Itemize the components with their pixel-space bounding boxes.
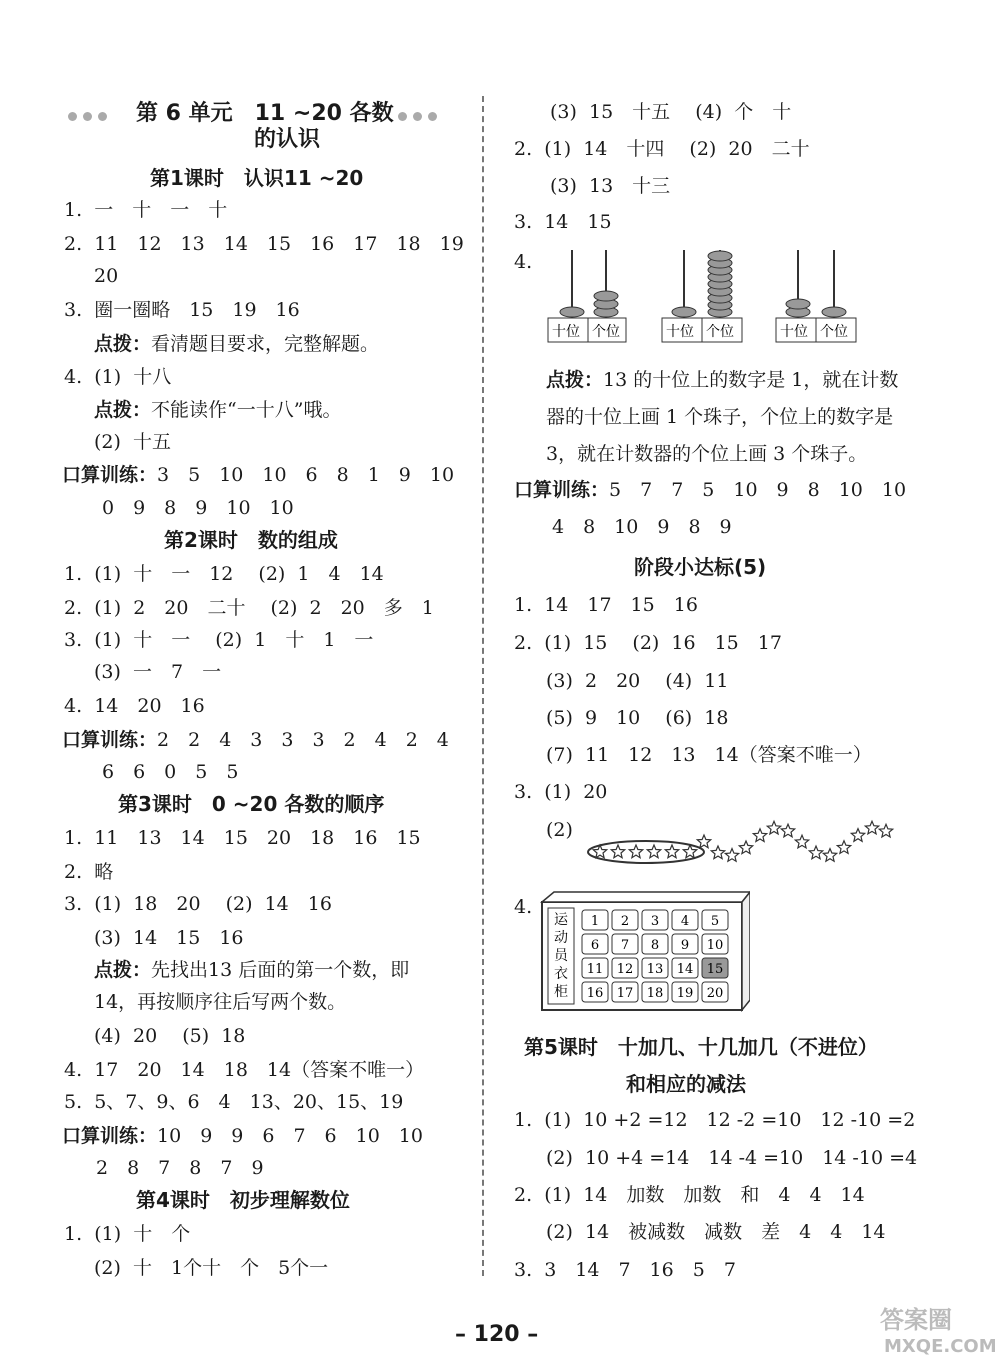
right-line-4: 4. (514, 251, 533, 273)
right-line-2: (3) 13 十三 (550, 175, 671, 197)
svg-text:十位: 十位 (666, 324, 694, 340)
right-line-15: (7) 11 12 13 14（答案不唯一） (546, 744, 872, 766)
locker-number-7: 7 (620, 938, 630, 953)
star-13 (781, 824, 794, 837)
star-10 (739, 841, 752, 854)
star-8 (711, 846, 724, 859)
locker-number-6: 6 (590, 938, 600, 953)
left-line-23: (3) 14 15 16 (94, 927, 244, 949)
abacus-tens-label: 十位 (552, 324, 580, 340)
left-line-18: 6 6 0 5 5 (102, 761, 239, 783)
right-line-19: 第5课时 十加几、十几加几（不进位） (524, 1035, 878, 1059)
locker-number-1: 1 (590, 914, 600, 929)
locker-number-20: 20 (706, 986, 724, 1001)
right-line-21: 1. (1) 10 +2 =12 12 -2 =10 12 -10 =2 (514, 1109, 916, 1131)
unit-title-line2: 的认识 (254, 127, 321, 152)
left-line-7: 点拨：不能读作“一十八”哦。 (94, 399, 342, 421)
right-line-5: 点拨：13 的十位上的数字是 1，就在计数 (546, 369, 899, 391)
right-line-8: 口算训练：5 7 7 5 10 9 8 10 10 (514, 479, 907, 501)
locker-number-17: 17 (616, 986, 634, 1001)
left-line-30: 2 8 7 8 7 9 (96, 1157, 264, 1179)
locker-figure (540, 890, 750, 1015)
right-line-7: 3，就在计数器的个位上画 3 个珠子。 (546, 443, 868, 465)
left-line-32: 1. (1) 十 个 (64, 1223, 191, 1245)
right-line-22: (2) 10 +4 =14 14 -4 =10 14 -10 =4 (546, 1147, 918, 1169)
star-17 (837, 841, 850, 854)
left-line-5: 点拨：看清题目要求，完整解题。 (94, 333, 380, 355)
locker-number-4: 4 (680, 914, 690, 929)
left-line-10: 0 9 8 9 10 10 (102, 497, 294, 519)
left-line-4: 3. 圈一圈略 15 19 16 (64, 299, 300, 321)
abacus-13 (548, 250, 626, 342)
star-12 (767, 821, 780, 834)
abacus-ones-label: 个位 (592, 324, 620, 340)
left-line-16: 4. 14 20 16 (64, 695, 205, 717)
left-line-6: 4. (1) 十八 (64, 366, 172, 388)
right-line-20: 和相应的减法 (626, 1072, 746, 1096)
star-2 (611, 845, 624, 858)
locker-number-3: 3 (650, 914, 660, 929)
star-18 (851, 829, 864, 842)
locker-number-16: 16 (586, 986, 604, 1001)
star-11 (753, 829, 766, 842)
right-line-10: 阶段小达标(5) (634, 555, 767, 579)
right-line-3: 3. 14 15 (514, 211, 612, 233)
svg-text:个位: 个位 (820, 324, 848, 340)
star-chain-figure (586, 812, 906, 882)
right-line-6: 器的十位上画 1 个珠子，个位上的数字是 (546, 406, 894, 428)
watermark-url: MXQE.COM (884, 1336, 997, 1357)
decorative-dots-left (68, 112, 107, 121)
left-line-33: (2) 十 1个十 个 5个一 (94, 1257, 329, 1279)
decorative-dots-right (398, 112, 437, 121)
locker-number-5: 5 (710, 914, 720, 929)
left-line-14: 3. (1) 十 一 (2) 1 十 1 一 (64, 629, 374, 651)
locker-number-10: 10 (706, 938, 724, 953)
locker-number-2: 2 (620, 914, 630, 929)
left-line-28: 5. 5、7、9、6 4 13、20、15、19 (64, 1091, 404, 1113)
right-line-18: 4. (514, 896, 533, 918)
locker-number-12: 12 (616, 962, 634, 977)
left-line-27: 4. 17 20 14 18 14（答案不唯一） (64, 1059, 425, 1081)
watermark-logo: 答案圈 (880, 1306, 952, 1334)
locker-number-11: 11 (586, 962, 604, 977)
right-line-12: 2. (1) 15 (2) 16 15 17 (514, 632, 782, 654)
left-line-31: 第4课时 初步理解数位 (136, 1188, 350, 1212)
star-16 (823, 849, 836, 862)
left-line-15: (3) 一 7 一 (94, 661, 222, 683)
column-divider (482, 96, 485, 1276)
svg-text:个位: 个位 (706, 324, 734, 340)
right-line-24: (2) 14 被减数 减数 差 4 4 14 (546, 1221, 886, 1243)
right-line-16: 3. (1) 20 (514, 781, 608, 803)
star-20 (879, 824, 892, 837)
left-line-11: 第2课时 数的组成 (164, 528, 338, 552)
left-line-19: 第3课时 0 ~20 各数的顺序 (118, 792, 385, 816)
abacus-figures (540, 240, 920, 350)
page-number: – 120 – (455, 1322, 539, 1347)
locker-number-15: 15 (706, 962, 724, 977)
left-line-20: 1. 11 13 14 15 20 18 16 15 (64, 827, 421, 849)
star-19 (865, 821, 878, 834)
svg-text:十位: 十位 (780, 324, 808, 340)
left-line-24: 点拨：先找出13 后面的第一个数，即 (94, 959, 410, 981)
left-line-12: 1. (1) 十 一 12 (2) 1 4 14 (64, 563, 384, 585)
right-line-25: 3. 3 14 7 16 5 7 (514, 1259, 736, 1281)
left-line-22: 3. (1) 18 20 (2) 14 16 (64, 893, 332, 915)
left-line-25: 14，再按顺序往后写两个数。 (94, 991, 347, 1013)
locker-number-18: 18 (646, 986, 664, 1001)
left-line-0: 第1课时 认识11 ~20 (150, 166, 364, 190)
abacus-19 (662, 250, 742, 342)
right-line-11: 1. 14 17 15 16 (514, 594, 698, 616)
left-line-8: (2) 十五 (94, 431, 171, 453)
locker-number-8: 8 (650, 938, 660, 953)
star-9 (725, 849, 738, 862)
star-14 (795, 835, 808, 848)
right-line-17: (2) (546, 819, 573, 841)
left-line-21: 2. 略 (64, 861, 114, 883)
left-line-13: 2. (1) 2 20 二十 (2) 2 20 多 1 (64, 597, 434, 619)
left-line-29: 口算训练：10 9 9 6 7 6 10 10 (62, 1125, 423, 1147)
star-7 (697, 835, 710, 848)
left-line-9: 口算训练：3 5 10 10 6 8 1 9 10 (62, 464, 455, 486)
locker-number-9: 9 (680, 938, 690, 953)
star-15 (809, 846, 822, 859)
star-5 (665, 845, 678, 858)
locker-number-19: 19 (676, 986, 694, 1001)
right-line-23: 2. (1) 14 加数 加数 和 4 4 14 (514, 1184, 865, 1206)
abacus-12 (776, 250, 856, 342)
right-line-9: 4 8 10 9 8 9 (552, 516, 732, 538)
locker-number-14: 14 (676, 962, 694, 977)
right-line-0: (3) 15 十五 (4) 个 十 (550, 101, 792, 123)
right-line-13: (3) 2 20 (4) 11 (546, 670, 729, 692)
star-4 (647, 845, 660, 858)
left-line-26: (4) 20 (5) 18 (94, 1025, 246, 1047)
left-line-2: 2. 11 12 13 14 15 16 17 18 19 (64, 233, 464, 255)
left-line-17: 口算训练：2 2 4 3 3 3 2 4 2 4 (62, 729, 449, 751)
left-line-1: 1. 一 十 一 十 (64, 199, 228, 221)
left-line-3: 20 (94, 265, 119, 287)
unit-title: 第 6 单元 11 ~20 各数 (136, 101, 394, 126)
star-3 (629, 845, 642, 858)
right-line-1: 2. (1) 14 十四 (2) 20 二十 (514, 138, 810, 160)
locker-label: 运动员衣柜 (554, 912, 568, 1000)
locker-number-13: 13 (646, 962, 664, 977)
right-line-14: (5) 9 10 (6) 18 (546, 707, 729, 729)
